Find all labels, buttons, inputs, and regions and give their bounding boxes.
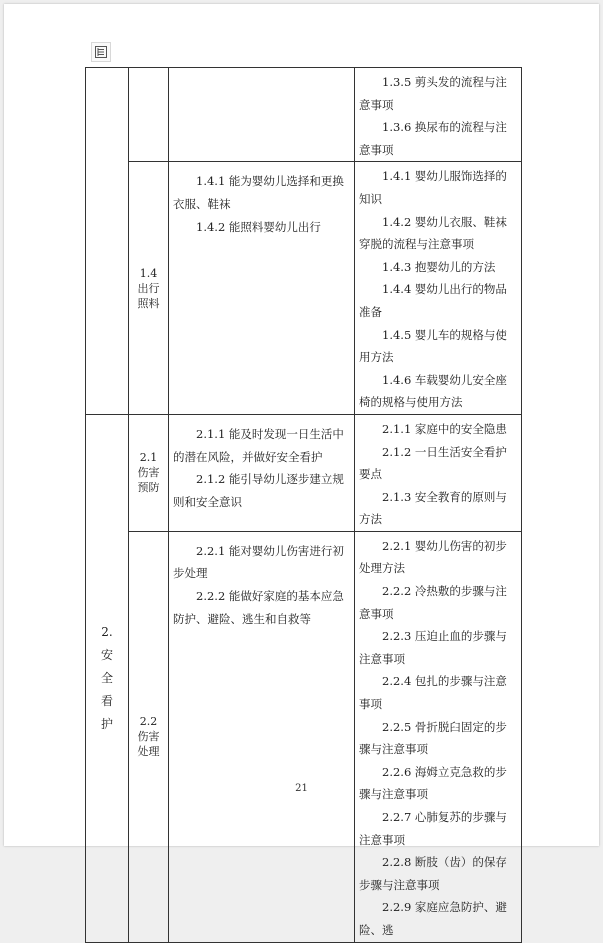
method-item: 2.2.2 冷热敷的步骤与注意事项 <box>359 584 507 621</box>
method-item: 1.3.6 换尿布的流程与注意事项 <box>359 120 507 157</box>
table-row <box>86 68 522 162</box>
table-row <box>86 414 522 531</box>
method-item: 2.2.3 压迫止血的步骤与注意事项 <box>359 629 507 666</box>
method-cell <box>355 68 522 162</box>
item-code: 2.2 <box>139 715 158 729</box>
method-item: 2.2.6 海姆立克急救的步骤与注意事项 <box>359 764 507 802</box>
category-char: 看 <box>100 693 113 708</box>
table-row <box>86 531 522 942</box>
category-char: 安 <box>100 647 113 662</box>
method-item: 1.4.5 婴儿车的规格与使用方法 <box>359 327 507 365</box>
method-cell <box>355 162 522 415</box>
method-item: 1.4.2 婴幼儿衣服、鞋袜穿脱的流程与注意事项 <box>359 214 507 252</box>
skill-cell <box>169 68 355 162</box>
page-number: 21 <box>295 783 308 794</box>
item-cell <box>129 414 169 531</box>
method-item: 1.4.6 车载婴幼儿安全座椅的规格与使用方法 <box>359 372 507 410</box>
method-item: 2.1.1 家庭中的安全隐患 <box>382 421 507 436</box>
category-code: 2. <box>101 624 113 639</box>
item-name: 预防 <box>137 481 160 495</box>
skill-item: 1.4.1 能为婴幼儿选择和更换衣服、鞋袜 <box>173 174 344 211</box>
item-cell <box>129 531 169 942</box>
method-item: 2.2.1 婴幼儿伤害的初步处理方法 <box>359 538 507 576</box>
item-name: 伤害 <box>137 466 160 480</box>
training-content-table <box>85 67 522 943</box>
item-name: 伤害 <box>137 730 160 744</box>
method-item: 2.2.5 骨折脱臼固定的步骤与注意事项 <box>359 719 507 757</box>
category-char: 全 <box>100 670 113 685</box>
item-code: 2.1 <box>139 451 158 465</box>
skill-cell <box>169 162 355 415</box>
method-item: 2.1.3 安全教育的原则与方法 <box>359 489 507 527</box>
category-cell <box>86 414 129 942</box>
skill-item: 2.2.2 能做好家庭的基本应急防护、避险、逃生和自救等 <box>173 589 344 626</box>
method-item: 1.4.4 婴幼儿出行的物品准备 <box>359 282 507 319</box>
table-row <box>86 162 522 415</box>
skill-cell <box>169 531 355 942</box>
skill-cell <box>169 414 355 531</box>
method-item: 2.2.9 家庭应急防护、避险、逃 <box>359 900 507 937</box>
method-item: 1.3.5 剪头发的流程与注意事项 <box>359 75 507 112</box>
method-cell <box>355 414 522 531</box>
method-item: 2.2.4 包扎的步骤与注意事项 <box>359 674 507 712</box>
item-cell <box>129 162 169 415</box>
method-item: 2.1.2 一日生活安全看护要点 <box>359 444 507 482</box>
method-cell <box>355 531 522 942</box>
item-name: 处理 <box>137 745 160 759</box>
item-name: 照料 <box>137 296 160 310</box>
item-code: 1.4 <box>139 266 158 280</box>
method-item: 2.2.7 心肺复苏的步骤与注意事项 <box>359 810 507 847</box>
category-cell <box>86 68 129 415</box>
item-name: 出行 <box>137 281 160 295</box>
page-view-icon[interactable] <box>91 42 111 62</box>
method-item: 2.2.8 断肢（齿）的保存步骤与注意事项 <box>359 855 507 892</box>
method-item: 1.4.3 抱婴幼儿的方法 <box>382 259 496 274</box>
skill-item: 2.2.1 能对婴幼儿伤害进行初步处理 <box>173 543 344 581</box>
item-cell <box>129 68 169 162</box>
skill-item: 2.1.2 能引导幼儿逐步建立规则和安全意识 <box>173 472 344 509</box>
skill-item: 1.4.2 能照料婴幼儿出行 <box>196 219 321 234</box>
category-char: 护 <box>100 716 113 731</box>
skill-item: 2.1.1 能及时发现一日生活中的潜在风险，并做好安全看护 <box>173 426 344 464</box>
method-item: 1.4.1 婴幼儿服饰选择的知识 <box>359 169 507 206</box>
